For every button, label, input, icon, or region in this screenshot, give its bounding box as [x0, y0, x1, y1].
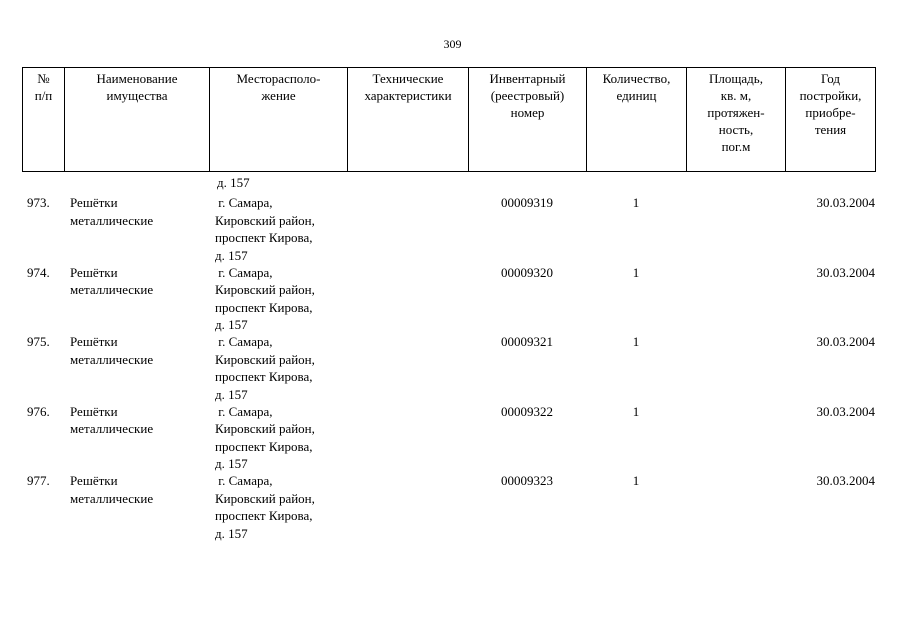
inventory-number: 00009322 — [501, 403, 553, 419]
item-location-line: г. Самара, — [215, 403, 273, 419]
row-number: 974. — [27, 264, 50, 280]
acquisition-date: 30.03.2004 — [816, 264, 875, 280]
item-location — [215, 194, 315, 264]
item-name-line: металлические — [70, 490, 154, 506]
item-name — [70, 472, 153, 507]
inventory-number: 00009319 — [501, 195, 553, 210]
item-location-line: проспект Кирова, — [215, 508, 313, 523]
inventory-number: 00009323 — [501, 473, 553, 488]
item-location-line: проспект Кирова, — [215, 230, 313, 245]
item-name — [70, 403, 153, 438]
acquisition-date: 30.03.2004 — [816, 195, 875, 210]
item-location — [215, 403, 315, 473]
acquisition-date: 30.03.2004 — [816, 334, 875, 349]
item-location-line: д. 157 — [215, 317, 248, 332]
acquisition-date: 30.03.2004 — [816, 473, 875, 488]
item-location-line: Кировский район, — [215, 351, 315, 367]
item-location-line: проспект Кирова, — [215, 369, 313, 384]
row-number: 976. — [27, 403, 50, 419]
item-name-line: Решётки — [70, 264, 118, 280]
item-location-line: Кировский район, — [215, 490, 315, 506]
row-number: 977. — [27, 473, 50, 488]
item-name — [70, 264, 153, 299]
item-location-line: г. Самара, — [215, 264, 273, 280]
item-location — [215, 264, 315, 334]
header-location: Месторасполо- жение — [210, 68, 348, 172]
quantity: 1 — [632, 334, 640, 349]
item-location-line: Кировский район, — [215, 212, 315, 228]
header-name: Наименование имущества — [65, 68, 210, 172]
header-quantity: Количество, единиц — [587, 68, 687, 172]
item-location — [215, 472, 315, 542]
item-location-line: д. 157 — [215, 525, 248, 541]
header-inventory: Инвентарный (реестровый) номер — [469, 68, 587, 172]
item-location-line: г. Самара, — [215, 473, 273, 488]
header-area: Площадь, кв. м, протяжен- ность, пог.м — [687, 68, 786, 172]
header-number: № п/п — [23, 68, 65, 172]
item-location-line: г. Самара, — [215, 195, 273, 210]
item-location — [215, 333, 315, 403]
quantity: 1 — [632, 195, 640, 210]
item-name — [70, 194, 153, 229]
item-name-line: Решётки — [70, 334, 118, 349]
item-location-line: д. 157 — [215, 456, 248, 471]
item-name-line: металлические — [70, 282, 154, 297]
item-name-line: Решётки — [70, 195, 118, 210]
item-name-line: металлические — [70, 351, 154, 367]
item-location-line: д. 157 — [215, 247, 248, 263]
header-year: Год постройки, приобре- тения — [786, 68, 876, 172]
inventory-number: 00009321 — [501, 334, 553, 349]
item-location-line: г. Самара, — [215, 334, 273, 349]
page-number: 309 — [443, 37, 462, 51]
item-location-line: проспект Кирова, — [215, 438, 313, 454]
item-name-line: Решётки — [70, 473, 118, 488]
acquisition-date: 30.03.2004 — [816, 403, 875, 419]
quantity: 1 — [632, 473, 640, 488]
item-name — [70, 333, 153, 368]
item-name-line: металлические — [70, 212, 154, 228]
continuation-text: д. 157 — [217, 175, 250, 190]
item-location-line: проспект Кирова, — [215, 299, 313, 315]
quantity: 1 — [632, 403, 640, 419]
item-name-line: Решётки — [70, 403, 118, 419]
quantity: 1 — [632, 264, 640, 280]
row-number: 975. — [27, 334, 50, 349]
table-header — [22, 67, 876, 172]
row-number: 973. — [27, 195, 50, 210]
item-location-line: д. 157 — [215, 386, 248, 402]
item-location-line: Кировский район, — [215, 421, 315, 436]
item-location-line: Кировский район, — [215, 282, 315, 297]
inventory-number: 00009320 — [501, 264, 553, 280]
header-specs: Технические характеристики — [348, 68, 469, 172]
item-name-line: металлические — [70, 421, 154, 436]
